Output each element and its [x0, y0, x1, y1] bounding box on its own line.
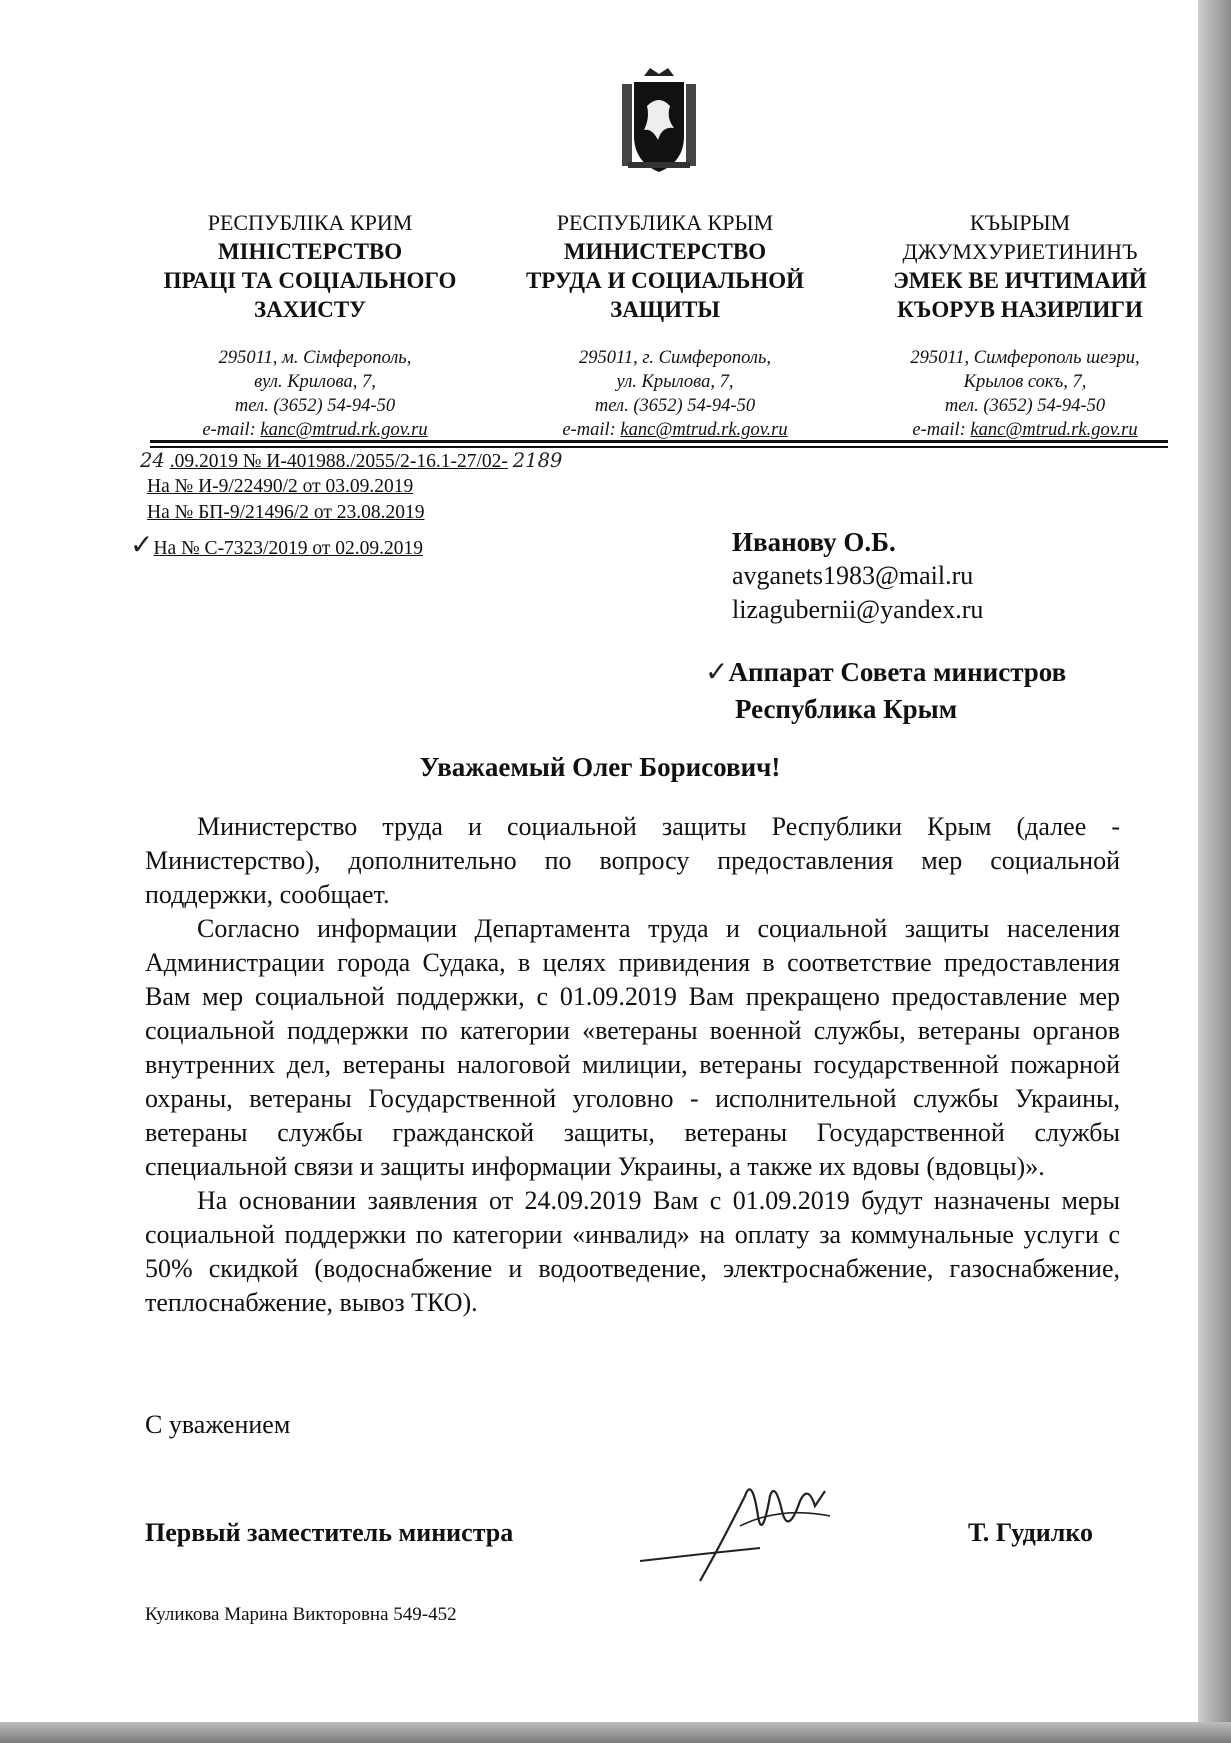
addressee-email-1[interactable]: avganets1983@mail.ru — [732, 561, 974, 590]
scan-edge-bottom — [0, 1722, 1231, 1743]
addressee-name: Иванову О.Б. — [732, 527, 896, 557]
header-crh — [860, 208, 1180, 324]
signer-name: Т. Гудилко — [968, 1518, 1094, 1547]
paragraph-1: Министерство труда и социальной защиты Республики Крым (далее - Министерство), дополнительно по вопросу предоставления мер социальной поддержки, сообщает. — [145, 812, 1120, 909]
signer-title: Первый заместитель министра — [145, 1518, 514, 1547]
email-crh-row — [870, 418, 1180, 442]
executor-contact: Куликова Марина Викторовна 549-452 — [145, 1604, 457, 1625]
email-ukr-label: e-mail: — [202, 420, 256, 440]
ministry-ukr-line-3: ЗАХИСТУ — [253, 297, 367, 322]
email-rus-label: e-mail: — [562, 420, 616, 440]
header-ukr — [140, 208, 480, 324]
paragraph-3: На основании заявления от 24.09.2019 Вам с 01.09.2019 будут назначены меры социальной поддержки по категории «инвалид» на оплату за коммунальные услуги с 50% скидкой (водоснабжение и водоотведение, электроснабжение, газоснабжение, теплоснабжение, вывоз ТКО). — [145, 1186, 1120, 1317]
address-crh — [870, 346, 1180, 442]
address-rus — [520, 346, 830, 442]
address-ukr-line-2: вул. Крилова, 7, — [254, 372, 376, 392]
email-crh[interactable]: kanc@mtrud.rk.gov.ru — [970, 420, 1138, 440]
reference-1 — [147, 474, 413, 500]
country-crh-line-1: КЪЫРЫМ — [969, 210, 1071, 235]
crimea-coat-of-arms-icon — [614, 66, 704, 176]
handwritten-number: 2189 — [512, 449, 563, 472]
outgoing-number — [140, 448, 562, 475]
email-rus-row — [520, 418, 830, 442]
address-crh-line-3: тел. (3652) 54-94-50 — [944, 396, 1106, 416]
address-ukr — [150, 346, 480, 442]
outgoing-number-text: .09.2019 № И-401988./2055/2-16.1-27/02- — [169, 451, 508, 472]
handwritten-day: 24 — [140, 449, 165, 472]
reference-2 — [147, 500, 424, 526]
addressee-org-line-1: Аппарат Совета министров — [728, 657, 1067, 687]
ministry-ukr-line-1: МІНІСТЕРСТВО — [217, 239, 403, 264]
email-ukr[interactable]: kanc@mtrud.rk.gov.ru — [260, 420, 428, 440]
address-rus-line-2: ул. Крылова, 7, — [616, 372, 734, 392]
email-crh-label: e-mail: — [912, 420, 966, 440]
letter-body — [145, 810, 1120, 1320]
address-crh-line-1: 295011, Симферополь шеэри, — [910, 348, 1140, 368]
email-rus[interactable]: kanc@mtrud.rk.gov.ru — [620, 420, 788, 440]
salutation: Уважаемый Олег Борисович! — [419, 752, 781, 782]
handwritten-signature — [640, 1456, 880, 1586]
ministry-crh-line-2: КЪОРУВ НАЗИРЛИГИ — [897, 297, 1143, 322]
header-rus — [484, 208, 846, 324]
scan-edge-right — [1198, 0, 1231, 1743]
reference-1-text: На № И-9/22490/2 от 03.09.2019 — [147, 476, 414, 497]
reference-3 — [130, 530, 423, 562]
address-ukr-line-3: тел. (3652) 54-94-50 — [234, 396, 396, 416]
ministry-ukr-line-2: ПРАЦІ ТА СОЦІАЛЬНОГО — [163, 268, 457, 293]
address-ukr-line-1: 295011, м. Сімферополь, — [218, 348, 412, 368]
regards: С уважением — [145, 1410, 291, 1439]
address-rus-line-1: 295011, г. Симферополь, — [579, 348, 771, 368]
check-mark-icon: ✓ — [130, 530, 154, 561]
reference-2-text: На № БП-9/21496/2 от 23.08.2019 — [147, 502, 425, 523]
paragraph-2: Согласно информации Департамента труда и социальной защиты населения Администрации города Судака, в целях привидения в соответствие предоставления Вам мер социальной поддержки, с 01.09.2019 Вам прекращено предоставление мер социальной поддержки по категории «ветераны военной службы, ветераны органов внутренних дел, ветераны налоговой милиции, ветераны государственной пожарной охраны, ветераны Государственной уголовно - исполнительной службы Украины, ветераны службы гражданской защиты, ветераны Государственной службы специальной связи и защиты информации Украины, а также их вдовы (вдовцы)». — [145, 914, 1120, 1181]
addressee-org-line-2: Республика Крым — [735, 694, 958, 724]
addressee-org — [705, 654, 1066, 727]
email-ukr-row — [150, 418, 480, 442]
address-crh-line-2: Крылов сокъ, 7, — [963, 372, 1087, 392]
ministry-rus-line-1: МИНИСТЕРСТВО — [563, 239, 767, 264]
country-crh-line-2: ДЖУМХУРИЕТИНИНЪ — [902, 239, 1138, 264]
addressee — [732, 525, 983, 627]
addressee-email-2[interactable]: lizagubernii@yandex.ru — [732, 595, 984, 624]
check-mark-icon: ✓ — [705, 657, 729, 688]
ministry-rus-line-3: ЗАЩИТЫ — [610, 297, 720, 322]
country-ukr: РЕСПУБЛІКА КРИМ — [207, 210, 413, 235]
ministry-crh-line-1: ЭМЕК ВЕ ИЧТИМАИЙ — [893, 268, 1147, 293]
header-divider — [150, 440, 1168, 443]
ministry-rus-line-2: ТРУДА И СОЦИАЛЬНОЙ — [525, 268, 805, 293]
address-rus-line-3: тел. (3652) 54-94-50 — [594, 396, 756, 416]
reference-3-text: На № С-7323/2019 от 02.09.2019 — [153, 538, 423, 559]
country-rus: РЕСПУБЛИКА КРЫМ — [556, 210, 774, 235]
